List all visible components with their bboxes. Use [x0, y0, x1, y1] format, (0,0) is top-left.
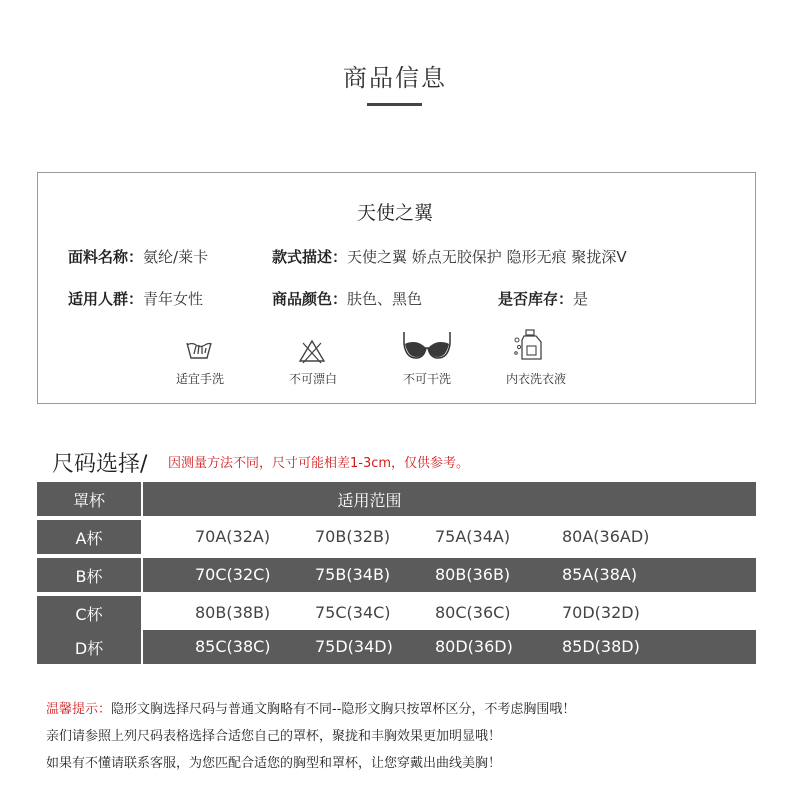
size-value: 80B(38B) [195, 603, 271, 622]
care-label-no-dry-clean: 不可干洗 [402, 372, 451, 386]
size-section-title: 尺码选择/ [52, 452, 148, 477]
cup-d: D杯 [37, 630, 141, 664]
size-value: 70A(32A) [195, 527, 271, 546]
page-title: 商品信息 [343, 64, 447, 92]
title-underline [367, 103, 422, 106]
tip-line-3: 如果有不懂请联系客服，为您匹配合适您的胸型和罩杯，让您穿戴出曲线美胸！ [46, 756, 502, 771]
size-value: 85C(38C) [195, 637, 271, 656]
header-range: 适用范围 [143, 482, 756, 516]
table-row [143, 520, 756, 554]
cup-b: B杯 [37, 558, 141, 592]
size-value: 75D(34D) [315, 637, 393, 656]
table-row [143, 630, 756, 664]
stock-value: 是 [573, 290, 589, 308]
size-value: 80C(36C) [435, 603, 511, 622]
audience-label: 适用人群： [68, 290, 144, 308]
bra-icon [400, 330, 454, 366]
product-name: 天使之翼 [356, 202, 433, 224]
size-value: 75B(34B) [315, 565, 391, 584]
tip-line-2: 亲们请参照上列尺码表格选择合适您自己的罩杯，聚拢和丰胸效果更加明显哦！ [46, 729, 502, 744]
size-value: 80A(36AD) [562, 527, 650, 546]
cup-a: A杯 [37, 520, 141, 554]
tip-line-1 [46, 698, 575, 717]
header-cup: 罩杯 [37, 482, 141, 516]
stock-row [498, 288, 588, 309]
care-label-hand-wash: 适宜手洗 [175, 372, 224, 386]
fabric-label: 面料名称： [68, 248, 144, 266]
size-note: 因测量方法不同，尺寸可能相差1-3cm，仅供参考。 [168, 456, 470, 471]
care-label-detergent: 内衣洗衣液 [505, 372, 566, 386]
size-value: 70C(32C) [195, 565, 271, 584]
size-value: 80B(36B) [435, 565, 511, 584]
style-value: 天使之翼 娇点无胶保护 隐形无痕 聚拢深V [347, 248, 627, 266]
tip-label: 温馨提示： [46, 702, 112, 717]
size-value: 75A(34A) [435, 527, 511, 546]
color-value: 肤色、黑色 [347, 290, 423, 308]
detergent-bottle-icon [513, 328, 547, 366]
style-label: 款式描述： [272, 248, 348, 266]
table-row [143, 558, 756, 592]
fabric-row [68, 246, 208, 267]
size-value: 70D(32D) [562, 603, 640, 622]
stock-label: 是否库存： [498, 290, 574, 308]
fabric-value: 氨纶/莱卡 [143, 248, 209, 266]
color-label: 商品颜色： [272, 290, 348, 308]
cup-c: C杯 [37, 596, 141, 630]
audience-row [68, 288, 203, 309]
size-value: 85D(38D) [562, 637, 640, 656]
size-value: 75C(34C) [315, 603, 391, 622]
tip-text-1: 隐形文胸选择尺码与普通文胸略有不同--隐形文胸只按罩杯区分，不考虑胸围哦！ [111, 702, 576, 717]
hand-wash-icon [184, 334, 214, 366]
table-row [143, 596, 756, 630]
size-value: 70B(32B) [315, 527, 391, 546]
size-value: 85A(38A) [562, 565, 638, 584]
style-row [272, 246, 627, 267]
care-label-no-bleach: 不可漂白 [288, 372, 337, 386]
color-row [272, 288, 422, 309]
audience-value: 青年女性 [143, 290, 204, 308]
no-bleach-icon [297, 337, 327, 369]
size-value: 80D(36D) [435, 637, 513, 656]
